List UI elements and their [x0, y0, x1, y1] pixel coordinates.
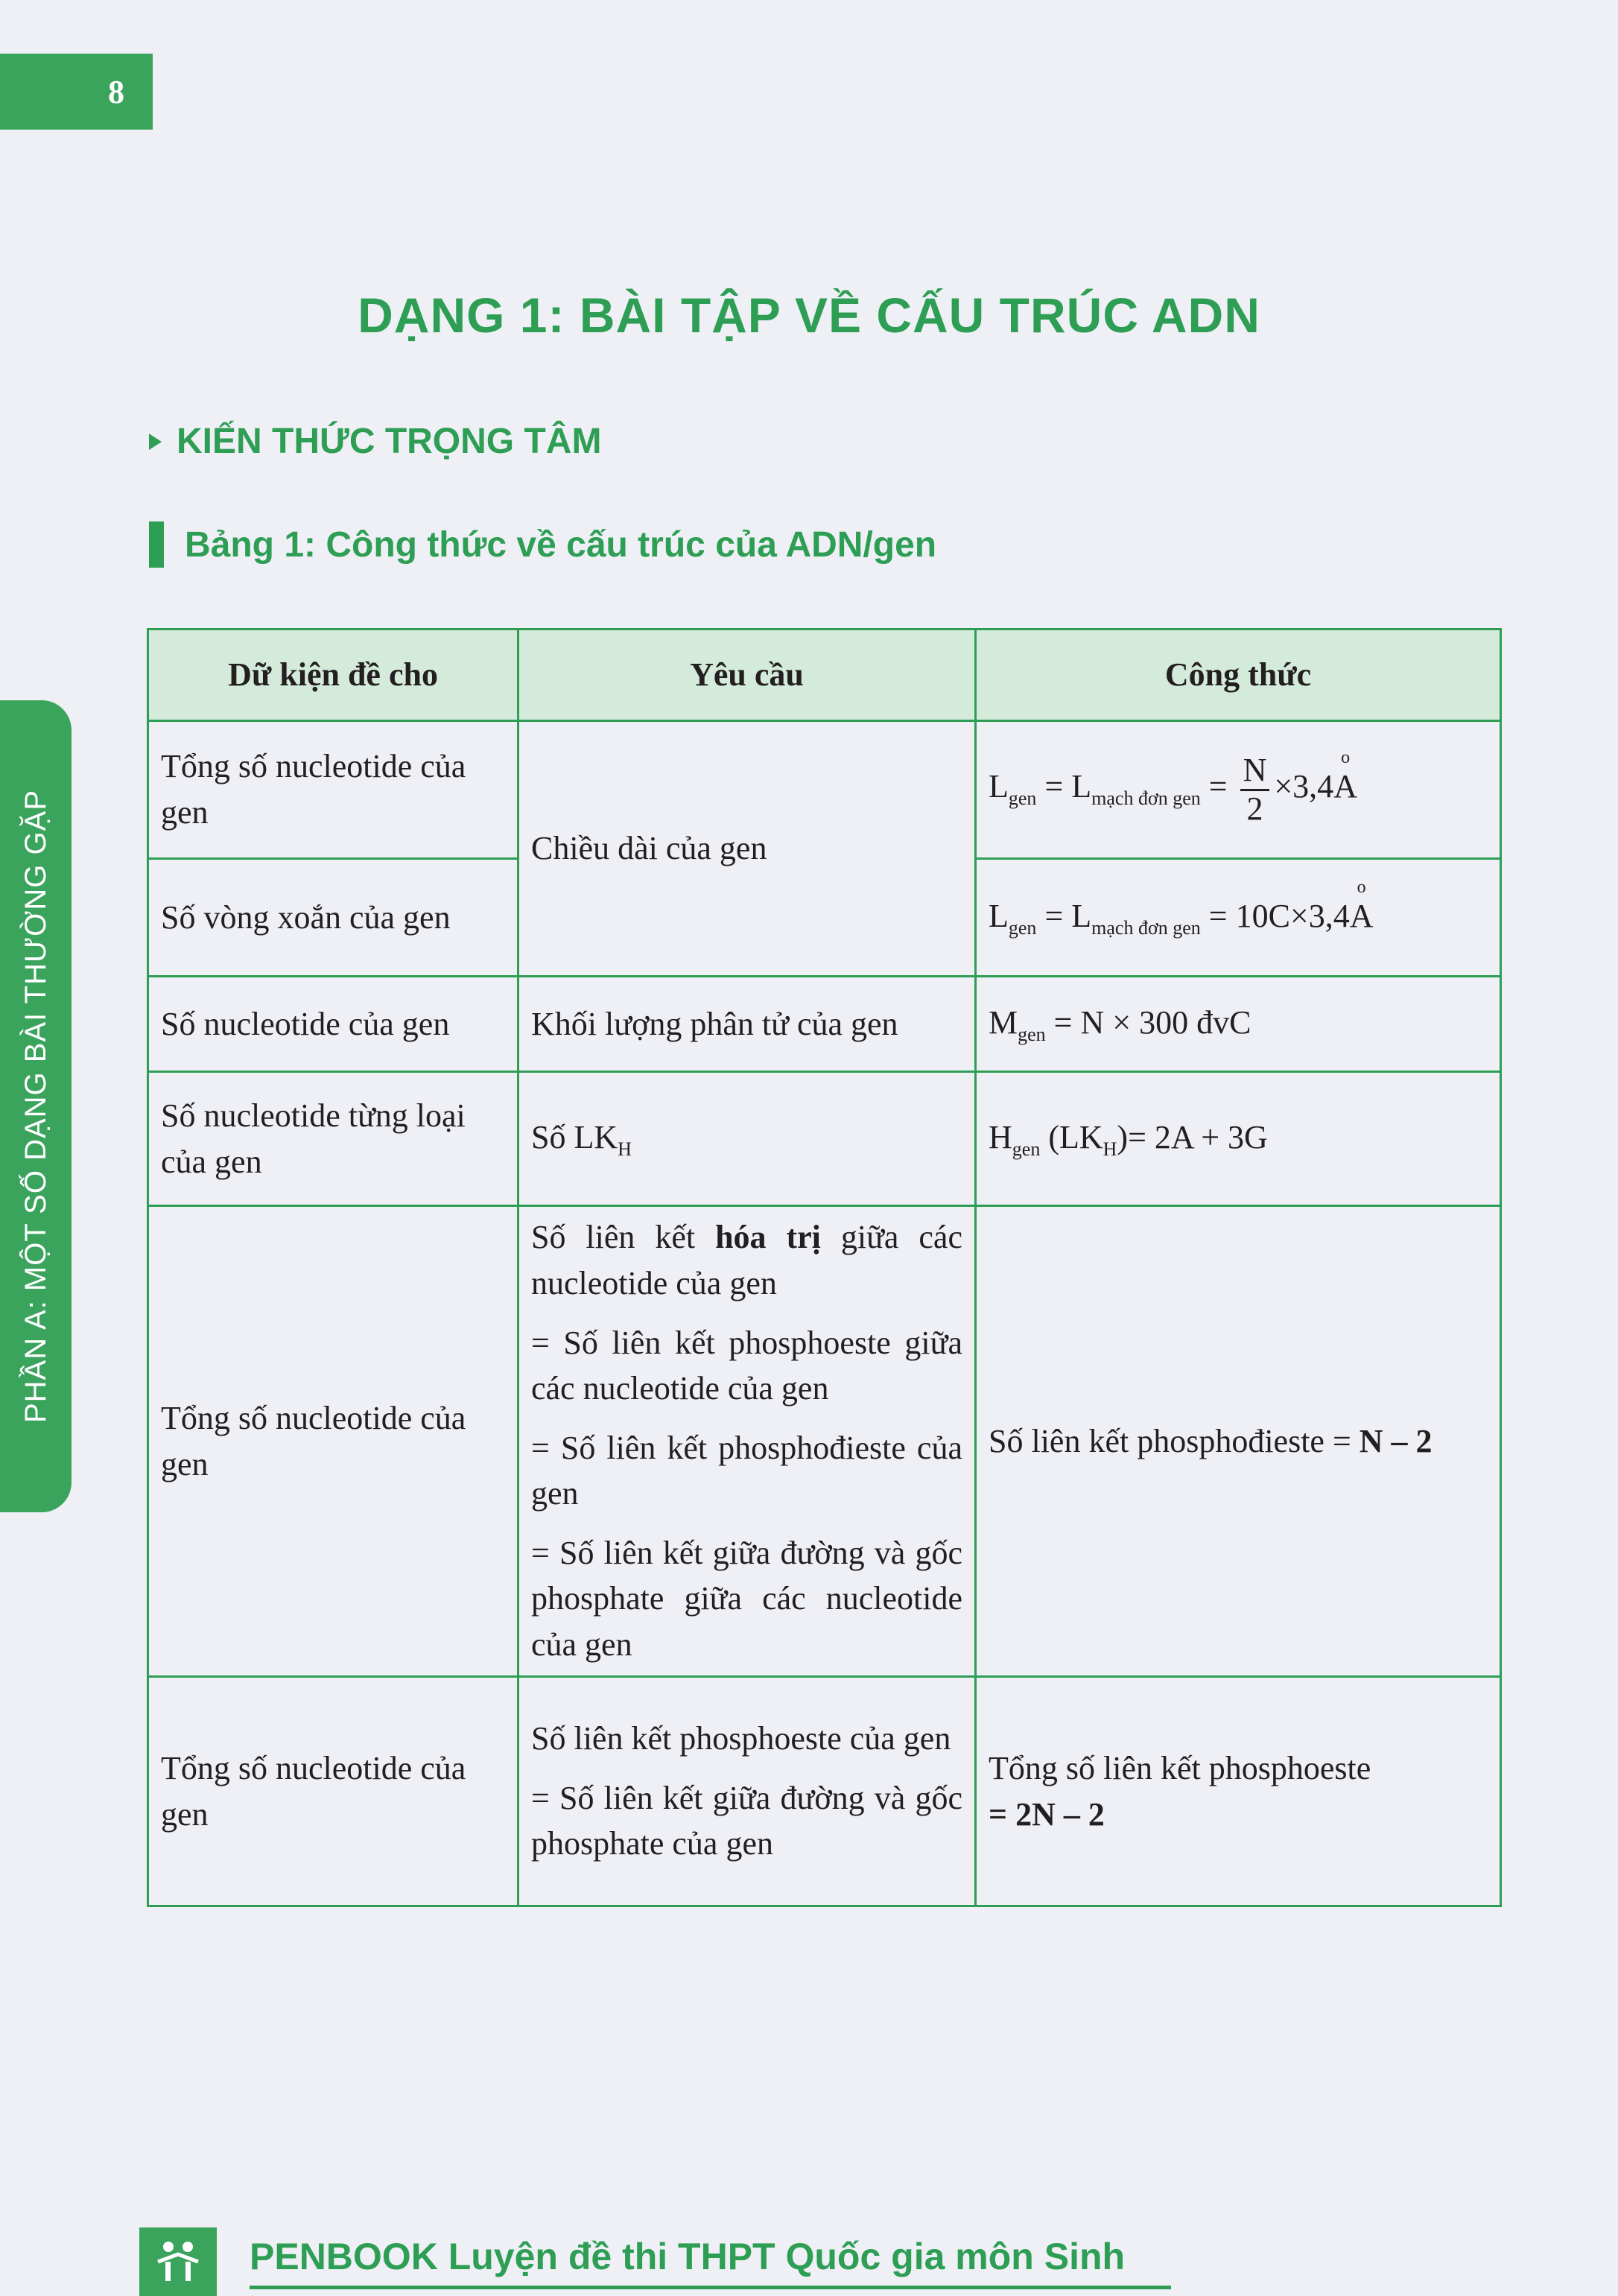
- bar-marker-icon: [149, 521, 164, 568]
- page-number: 8: [0, 54, 153, 130]
- cell-given: Số nucleotide của gen: [148, 977, 518, 1072]
- cell-given: Tổng số nucleotide của gen: [148, 1677, 518, 1906]
- table-row: [148, 1677, 1501, 1906]
- cell-requirement: Số liên kết hóa trị giữa các nucleotide của gen = Số liên kết phosphoeste giữa các nucleotide của gen = Số liên kết phosphođieste của gen = Số liên kết giữa đường và gốc phosphate giữa các nucleotide của gen: [518, 1206, 976, 1677]
- footer: [139, 2227, 1171, 2296]
- fraction: $\frac{N}{2}$: [1240, 752, 1270, 827]
- formula-table: [147, 628, 1502, 1907]
- side-tab: [0, 700, 72, 1512]
- table-row: [148, 1072, 1501, 1206]
- section-heading: [149, 421, 601, 462]
- cell-formula: Tổng số liên kết phosphoeste = 2N – 2: [976, 1677, 1501, 1906]
- footer-text: PENBOOK Luyện đề thi THPT Quốc gia môn Sinh: [250, 2227, 1171, 2289]
- cell-given: Số nucleotide từng loại của gen: [148, 1072, 518, 1206]
- cell-given: Tổng số nucleotide của gen: [148, 1206, 518, 1677]
- cell-requirement: Chiều dài của gen: [518, 721, 976, 977]
- table-row: [148, 721, 1501, 859]
- cell-formula: $L_{gen} = L_{mạch đơn gen} = 10C\times 3,4o$ A: [976, 859, 1501, 977]
- table-title-text: Bảng 1: Công thức về cấu trúc của ADN/gen: [185, 524, 937, 565]
- side-tab-label: PHẦN A: MỘT SỐ DẠNG BÀI THƯỜNG GẶP: [19, 790, 52, 1424]
- table-title: [149, 521, 936, 568]
- cell-formula: $H_{gen}$ $(LK_H)= 2A + 3G$: [976, 1072, 1501, 1206]
- cell-given: Số vòng xoắn của gen: [148, 859, 518, 977]
- table-row: [148, 1206, 1501, 1677]
- table-header-row: [148, 630, 1501, 721]
- cell-given: Tổng số nucleotide của gen: [148, 721, 518, 859]
- page-title: DẠNG 1: BÀI TẬP VỀ CẤU TRÚC ADN: [358, 288, 1260, 343]
- cell-formula: Số liên kết phosphođieste = N – 2: [976, 1206, 1501, 1677]
- header-requirement: Yêu cầu: [518, 630, 976, 721]
- cell-requirement: Số $LK_H$: [518, 1072, 976, 1206]
- section-heading-text: KIẾN THỨC TRỌNG TÂM: [177, 422, 602, 461]
- angstrom-symbol: o A: [1333, 764, 1357, 810]
- table-row: [148, 977, 1501, 1072]
- cell-formula: $M_{gen} = N \times 300$ đvC: [976, 977, 1501, 1072]
- cell-requirement: Khối lượng phân tử của gen: [518, 977, 976, 1072]
- penbook-logo-icon: [139, 2227, 217, 2296]
- cell-formula: $L_{gen} = L_{mạch đơn gen}$ = $\frac{N}{2}$ ×3,4o A: [976, 721, 1501, 859]
- header-formula: Công thức: [976, 630, 1501, 721]
- angstrom-symbol: o A: [1350, 893, 1374, 939]
- triangle-bullet-icon: [149, 434, 162, 450]
- header-given: Dữ kiện đề cho: [148, 630, 518, 721]
- cell-requirement: Số liên kết phosphoeste của gen = Số liên kết giữa đường và gốc phosphate của gen: [518, 1677, 976, 1906]
